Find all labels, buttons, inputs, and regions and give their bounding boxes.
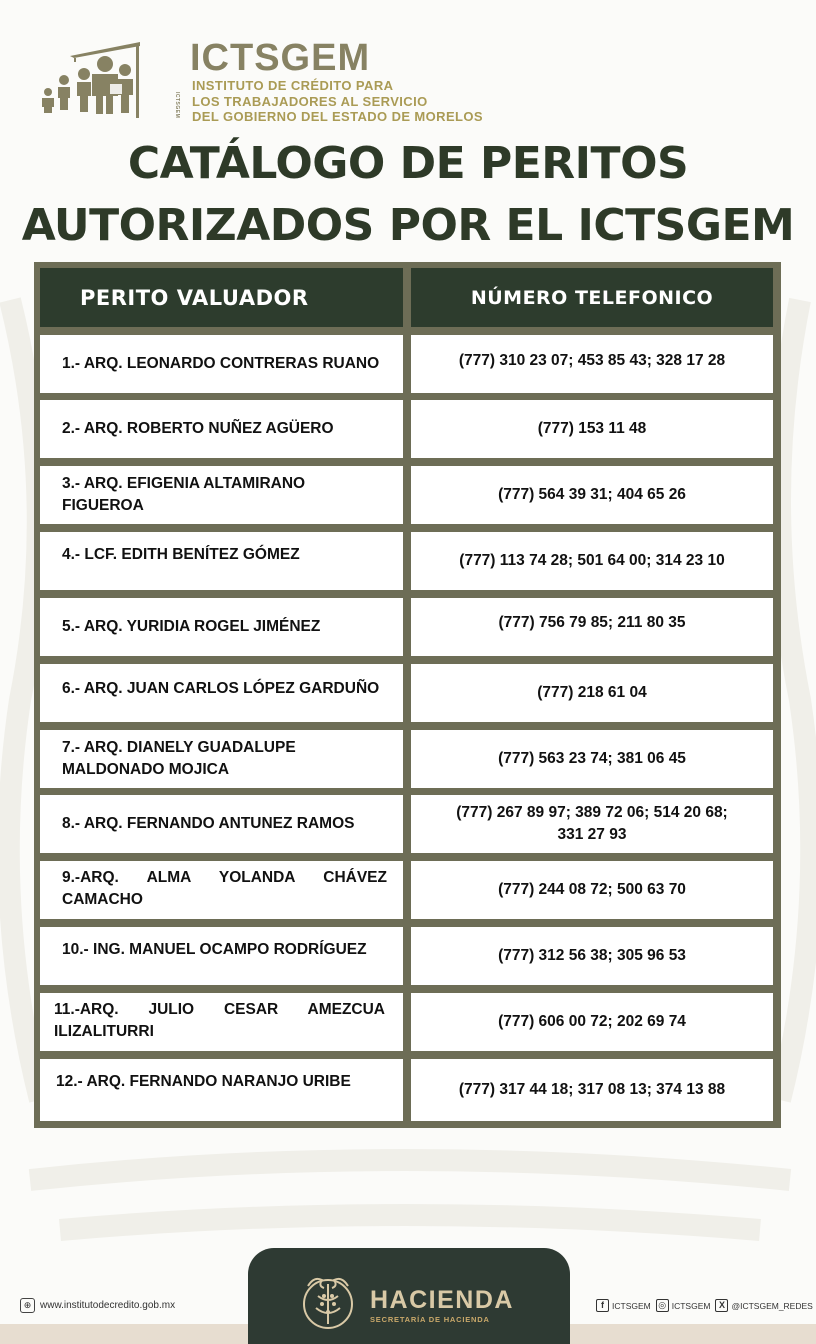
table-row-6-phone: (777) 218 61 04 (411, 664, 773, 722)
hacienda-emblem-icon (294, 1266, 362, 1334)
hacienda-subtitle: SECRETARÍA DE HACIENDA (370, 1315, 490, 1324)
table-row-12-phone: (777) 317 44 18; 317 08 13; 374 13 88 (411, 1059, 773, 1121)
facebook-icon: f (596, 1299, 609, 1312)
table-row-10-name: 10.- ING. MANUEL OCAMPO RODRÍGUEZ (40, 927, 403, 985)
instagram-icon: ◎ (656, 1299, 669, 1312)
table-row-6-name: 6.- ARQ. JUAN CARLOS LÓPEZ GARDUÑO (40, 664, 403, 722)
table-row-5-name: 5.- ARQ. YURIDIA ROGEL JIMÉNEZ (40, 598, 403, 656)
column-header-phone: NÚMERO TELEFONICO (411, 268, 773, 327)
page-title-line-1: CATÁLOGO DE PERITOS (127, 138, 689, 189)
table-row-1-phone: (777) 310 23 07; 453 85 43; 328 17 28 (411, 335, 773, 393)
table-row-11-name: 11.-ARQ. JULIO CESAR AMEZCUA ILIZALITURRI (40, 993, 403, 1051)
table-row-5-phone: (777) 756 79 85; 211 80 35 (411, 598, 773, 656)
logo-vertical-text: ICTSGEM (174, 92, 180, 119)
x-handle: @ICTSGEM_REDES (731, 1300, 813, 1311)
table-row-3-name: 3.- ARQ. EFIGENIA ALTAMIRANO FIGUEROA (40, 466, 403, 524)
table-row-8-name: 8.- ARQ. FERNANDO ANTUNEZ RAMOS (40, 795, 403, 853)
table-row-1-name: 1.- ARQ. LEONARDO CONTRERAS RUANO (40, 335, 403, 393)
table-row-2-name: 2.- ARQ. ROBERTO NUÑEZ AGÜERO (40, 400, 403, 458)
website-url: www.institutodecredito.gob.mx (40, 1300, 176, 1311)
logo-title: ICTSGEM (190, 37, 371, 79)
instagram-handle: ICTSGEM (671, 1300, 711, 1311)
x-icon: X (715, 1299, 728, 1312)
table-row-7-phone: (777) 563 23 74; 381 06 45 (411, 730, 773, 788)
table-row-7-name: 7.- ARQ. DIANELY GUADALUPE MALDONADO MOJICA (40, 730, 403, 788)
instagram-link[interactable] (656, 1299, 711, 1312)
x-link[interactable] (715, 1299, 812, 1312)
facebook-link[interactable] (596, 1299, 651, 1312)
logo-line-2: LOS TRABAJADORES AL SERVICIO (192, 94, 428, 109)
globe-icon: ⊕ (20, 1298, 35, 1313)
table-row-9-name: 9.-ARQ. ALMA YOLANDA CHÁVEZ CAMACHO (40, 861, 403, 919)
table-row-3-phone: (777) 564 39 31; 404 65 26 (411, 466, 773, 524)
column-header-name: PERITO VALUADOR (40, 268, 403, 327)
logo-line-1: INSTITUTO DE CRÉDITO PARA (192, 78, 394, 93)
table-row-11-phone: (777) 606 00 72; 202 69 74 (411, 993, 773, 1051)
table-row-9-phone: (777) 244 08 72; 500 63 70 (411, 861, 773, 919)
table-row-4-phone: (777) 113 74 28; 501 64 00; 314 23 10 (411, 532, 773, 590)
table-row-12-name: 12.- ARQ. FERNANDO NARANJO URIBE (40, 1059, 403, 1121)
table-row-8-phone: (777) 267 89 97; 389 72 06; 514 20 68; 331 27 93 (411, 795, 773, 853)
social-links (596, 1299, 813, 1312)
peritos-table (34, 262, 781, 1128)
website-link[interactable] (20, 1298, 175, 1313)
table-row-10-phone: (777) 312 56 38; 305 96 53 (411, 927, 773, 985)
table-row-4-name: 4.- LCF. EDITH BENÍTEZ GÓMEZ (40, 532, 403, 590)
ictsgem-logo (40, 37, 483, 124)
logo-line-3: DEL GOBIERNO DEL ESTADO DE MORELOS (192, 109, 483, 124)
ictsgem-family-icon (40, 40, 144, 120)
hacienda-brand: HACIENDA (370, 1286, 514, 1314)
facebook-handle: ICTSGEM (612, 1300, 651, 1311)
page-title-line-2: AUTORIZADOS POR EL ICTSGEM (21, 200, 795, 251)
table-row-2-phone: (777) 153 11 48 (411, 400, 773, 458)
